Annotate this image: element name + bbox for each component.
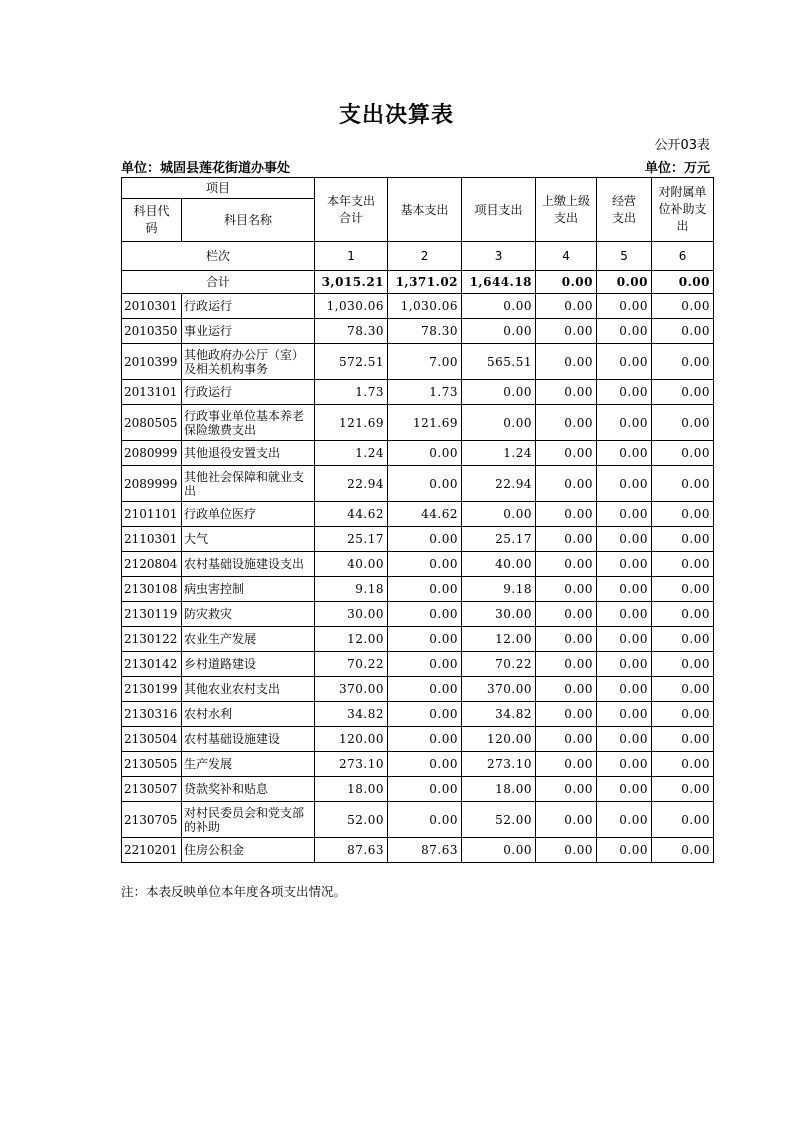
header-row-1 xyxy=(122,178,714,199)
header-index-row xyxy=(122,242,714,271)
header-name: 科目名称 xyxy=(182,199,315,242)
row-v6: 0.00 xyxy=(652,627,714,652)
row-v4: 0.00 xyxy=(536,441,597,466)
row-name: 其他退役安置支出 xyxy=(182,441,315,466)
row-v3: 12.00 xyxy=(462,627,536,652)
header-c6-text: 对附属单位补助支出 xyxy=(658,185,707,233)
row-v1: 40.00 xyxy=(315,552,388,577)
row-code: 2080999 xyxy=(122,441,182,466)
row-name: 农村水利 xyxy=(182,702,315,727)
row-v5: 0.00 xyxy=(597,802,652,838)
col-index-2: 2 xyxy=(388,242,462,271)
row-v1: 52.00 xyxy=(315,802,388,838)
row-v2: 0.00 xyxy=(388,466,462,502)
row-v4: 0.00 xyxy=(536,405,597,441)
expenditure-table xyxy=(121,177,714,863)
row-code: 2210201 xyxy=(122,838,182,863)
row-v5: 0.00 xyxy=(597,602,652,627)
row-v5: 0.00 xyxy=(597,627,652,652)
total-v2: 1,371.02 xyxy=(388,271,462,294)
row-v3: 34.82 xyxy=(462,702,536,727)
row-v5: 0.00 xyxy=(597,752,652,777)
row-v1: 1,030.06 xyxy=(315,294,388,319)
total-row xyxy=(122,271,714,294)
row-v4: 0.00 xyxy=(536,652,597,677)
table-row xyxy=(122,677,714,702)
row-v6: 0.00 xyxy=(652,344,714,380)
row-code: 2101101 xyxy=(122,502,182,527)
row-v4: 0.00 xyxy=(536,380,597,405)
row-v6: 0.00 xyxy=(652,294,714,319)
row-v3: 273.10 xyxy=(462,752,536,777)
row-v1: 1.73 xyxy=(315,380,388,405)
row-v6: 0.00 xyxy=(652,577,714,602)
row-v6: 0.00 xyxy=(652,777,714,802)
row-name: 行政单位医疗 xyxy=(182,502,315,527)
row-v5: 0.00 xyxy=(597,777,652,802)
row-v3: 0.00 xyxy=(462,502,536,527)
table-row xyxy=(122,294,714,319)
row-v5: 0.00 xyxy=(597,405,652,441)
row-v1: 572.51 xyxy=(315,344,388,380)
row-code: 2120804 xyxy=(122,552,182,577)
row-v5: 0.00 xyxy=(597,652,652,677)
row-v4: 0.00 xyxy=(536,577,597,602)
row-name: 行政事业单位基本养老保险缴费支出 xyxy=(182,405,315,441)
row-v3: 370.00 xyxy=(462,677,536,702)
row-v4: 0.00 xyxy=(536,344,597,380)
header-code-text: 科目代码 xyxy=(133,204,170,235)
row-name: 乡村道路建设 xyxy=(182,652,315,677)
row-v1: 78.30 xyxy=(315,319,388,344)
row-v4: 0.00 xyxy=(536,294,597,319)
row-name: 其他社会保障和就业支出 xyxy=(182,466,315,502)
row-v3: 1.24 xyxy=(462,441,536,466)
row-v2: 0.00 xyxy=(388,627,462,652)
header-c1 xyxy=(315,178,388,242)
row-code: 2013101 xyxy=(122,380,182,405)
table-row xyxy=(122,602,714,627)
row-v3: 22.94 xyxy=(462,466,536,502)
row-v3: 0.00 xyxy=(462,405,536,441)
row-name: 对村民委员会和党支部的补助 xyxy=(182,802,315,838)
row-v5: 0.00 xyxy=(597,466,652,502)
table-row xyxy=(122,727,714,752)
row-code: 2130199 xyxy=(122,677,182,702)
table-row xyxy=(122,502,714,527)
total-v3: 1,644.18 xyxy=(462,271,536,294)
row-v6: 0.00 xyxy=(652,466,714,502)
row-name: 住房公积金 xyxy=(182,838,315,863)
row-v2: 0.00 xyxy=(388,752,462,777)
row-name: 其他政府办公厅（室）及相关机构事务 xyxy=(182,344,315,380)
row-v1: 12.00 xyxy=(315,627,388,652)
row-v4: 0.00 xyxy=(536,777,597,802)
row-v1: 120.00 xyxy=(315,727,388,752)
col-index-4: 4 xyxy=(536,242,597,271)
row-v3: 52.00 xyxy=(462,802,536,838)
row-v3: 0.00 xyxy=(462,319,536,344)
header-c4 xyxy=(536,178,597,242)
header-code xyxy=(122,199,182,242)
header-c3: 项目支出 xyxy=(462,178,536,242)
row-v5: 0.00 xyxy=(597,344,652,380)
row-v3: 40.00 xyxy=(462,552,536,577)
row-v5: 0.00 xyxy=(597,838,652,863)
row-v2: 0.00 xyxy=(388,527,462,552)
table-row xyxy=(122,838,714,863)
row-v2: 1.73 xyxy=(388,380,462,405)
row-v4: 0.00 xyxy=(536,677,597,702)
row-v4: 0.00 xyxy=(536,552,597,577)
row-v6: 0.00 xyxy=(652,802,714,838)
row-v2: 0.00 xyxy=(388,727,462,752)
row-v4: 0.00 xyxy=(536,802,597,838)
row-v2: 0.00 xyxy=(388,802,462,838)
row-v6: 0.00 xyxy=(652,319,714,344)
row-v3: 18.00 xyxy=(462,777,536,802)
row-v1: 87.63 xyxy=(315,838,388,863)
row-v4: 0.00 xyxy=(536,602,597,627)
row-v2: 0.00 xyxy=(388,677,462,702)
row-v5: 0.00 xyxy=(597,380,652,405)
row-v2: 44.62 xyxy=(388,502,462,527)
row-v1: 273.10 xyxy=(315,752,388,777)
row-name: 病虫害控制 xyxy=(182,577,315,602)
row-code: 2130119 xyxy=(122,602,182,627)
row-name: 大气 xyxy=(182,527,315,552)
table-row xyxy=(122,702,714,727)
row-name: 农业生产发展 xyxy=(182,627,315,652)
col-index-6: 6 xyxy=(652,242,714,271)
row-code: 2010301 xyxy=(122,294,182,319)
row-name: 生产发展 xyxy=(182,752,315,777)
row-v2: 121.69 xyxy=(388,405,462,441)
unit-label: 单位：城固县莲花街道办事处 xyxy=(121,161,291,176)
row-v3: 70.22 xyxy=(462,652,536,677)
row-v4: 0.00 xyxy=(536,727,597,752)
row-v4: 0.00 xyxy=(536,502,597,527)
row-v3: 565.51 xyxy=(462,344,536,380)
row-name: 防灾救灾 xyxy=(182,602,315,627)
row-v1: 34.82 xyxy=(315,702,388,727)
row-v3: 0.00 xyxy=(462,294,536,319)
row-v4: 0.00 xyxy=(536,702,597,727)
row-v6: 0.00 xyxy=(652,727,714,752)
row-code: 2089999 xyxy=(122,466,182,502)
row-v6: 0.00 xyxy=(652,752,714,777)
row-name: 农村基础设施建设支出 xyxy=(182,552,315,577)
row-v1: 9.18 xyxy=(315,577,388,602)
col-index-label: 栏次 xyxy=(122,242,315,271)
row-v4: 0.00 xyxy=(536,527,597,552)
row-v1: 370.00 xyxy=(315,677,388,702)
row-code: 2010350 xyxy=(122,319,182,344)
row-v6: 0.00 xyxy=(652,380,714,405)
row-name: 行政运行 xyxy=(182,380,315,405)
col-index-1: 1 xyxy=(315,242,388,271)
footnote: 注：本表反映单位本年度各项支出情况。 xyxy=(121,884,347,899)
row-v3: 120.00 xyxy=(462,727,536,752)
row-code: 2130316 xyxy=(122,702,182,727)
row-v6: 0.00 xyxy=(652,405,714,441)
row-v1: 1.24 xyxy=(315,441,388,466)
row-v1: 121.69 xyxy=(315,405,388,441)
row-v5: 0.00 xyxy=(597,441,652,466)
header-item: 项目 xyxy=(122,178,315,199)
row-v2: 0.00 xyxy=(388,577,462,602)
total-label: 合计 xyxy=(122,271,315,294)
row-v4: 0.00 xyxy=(536,838,597,863)
row-code: 2130142 xyxy=(122,652,182,677)
row-v5: 0.00 xyxy=(597,577,652,602)
table-row xyxy=(122,319,714,344)
table-row xyxy=(122,552,714,577)
row-v6: 0.00 xyxy=(652,677,714,702)
row-code: 2130705 xyxy=(122,802,182,838)
row-v2: 0.00 xyxy=(388,441,462,466)
row-v4: 0.00 xyxy=(536,627,597,652)
row-v2: 0.00 xyxy=(388,777,462,802)
row-code: 2080505 xyxy=(122,405,182,441)
table-row xyxy=(122,380,714,405)
table-row xyxy=(122,652,714,677)
row-code: 2130504 xyxy=(122,727,182,752)
table-row xyxy=(122,627,714,652)
row-v4: 0.00 xyxy=(536,466,597,502)
row-code: 2010399 xyxy=(122,344,182,380)
header-c2: 基本支出 xyxy=(388,178,462,242)
table-row xyxy=(122,802,714,838)
row-v3: 9.18 xyxy=(462,577,536,602)
row-v5: 0.00 xyxy=(597,727,652,752)
total-v1: 3,015.21 xyxy=(315,271,388,294)
row-v1: 70.22 xyxy=(315,652,388,677)
table-row xyxy=(122,777,714,802)
row-v5: 0.00 xyxy=(597,552,652,577)
row-v5: 0.00 xyxy=(597,319,652,344)
table-row xyxy=(122,344,714,380)
table-row xyxy=(122,405,714,441)
row-v6: 0.00 xyxy=(652,652,714,677)
header-c5 xyxy=(597,178,652,242)
row-code: 2130108 xyxy=(122,577,182,602)
row-v1: 22.94 xyxy=(315,466,388,502)
row-v6: 0.00 xyxy=(652,602,714,627)
row-v2: 0.00 xyxy=(388,702,462,727)
row-v5: 0.00 xyxy=(597,527,652,552)
row-v3: 30.00 xyxy=(462,602,536,627)
row-v1: 18.00 xyxy=(315,777,388,802)
table-row xyxy=(122,441,714,466)
total-v4: 0.00 xyxy=(536,271,597,294)
row-v2: 1,030.06 xyxy=(388,294,462,319)
total-v5: 0.00 xyxy=(597,271,652,294)
header-c6 xyxy=(652,178,714,242)
row-v5: 0.00 xyxy=(597,677,652,702)
row-name: 农村基础设施建设 xyxy=(182,727,315,752)
row-v3: 0.00 xyxy=(462,380,536,405)
header-c5-text: 经营支出 xyxy=(612,193,637,225)
row-v3: 0.00 xyxy=(462,838,536,863)
currency-label: 单位：万元 xyxy=(644,161,710,176)
row-name: 贷款奖补和贴息 xyxy=(182,777,315,802)
row-v6: 0.00 xyxy=(652,552,714,577)
row-v6: 0.00 xyxy=(652,702,714,727)
row-v2: 0.00 xyxy=(388,552,462,577)
table-row xyxy=(122,466,714,502)
row-v6: 0.00 xyxy=(652,838,714,863)
row-v2: 87.63 xyxy=(388,838,462,863)
row-code: 2130122 xyxy=(122,627,182,652)
row-v4: 0.00 xyxy=(536,752,597,777)
row-v5: 0.00 xyxy=(597,502,652,527)
table-row xyxy=(122,752,714,777)
row-v2: 78.30 xyxy=(388,319,462,344)
row-v6: 0.00 xyxy=(652,441,714,466)
row-name: 事业运行 xyxy=(182,319,315,344)
col-index-3: 3 xyxy=(462,242,536,271)
table-row xyxy=(122,527,714,552)
row-name: 其他农业农村支出 xyxy=(182,677,315,702)
row-v1: 25.17 xyxy=(315,527,388,552)
row-v3: 25.17 xyxy=(462,527,536,552)
row-v5: 0.00 xyxy=(597,702,652,727)
row-v2: 0.00 xyxy=(388,652,462,677)
form-number: 公开03表 xyxy=(654,138,710,153)
row-v1: 30.00 xyxy=(315,602,388,627)
row-name: 行政运行 xyxy=(182,294,315,319)
page-title: 支出决算表 xyxy=(338,103,454,128)
row-v2: 7.00 xyxy=(388,344,462,380)
row-v1: 44.62 xyxy=(315,502,388,527)
total-v6: 0.00 xyxy=(652,271,714,294)
table-row xyxy=(122,577,714,602)
row-v2: 0.00 xyxy=(388,602,462,627)
row-v6: 0.00 xyxy=(652,527,714,552)
row-code: 2110301 xyxy=(122,527,182,552)
row-code: 2130505 xyxy=(122,752,182,777)
header-c1-text: 本年支出合计 xyxy=(327,193,376,225)
row-v4: 0.00 xyxy=(536,319,597,344)
row-v6: 0.00 xyxy=(652,502,714,527)
col-index-5: 5 xyxy=(597,242,652,271)
header-c4-text: 上缴上级支出 xyxy=(542,193,591,225)
row-v5: 0.00 xyxy=(597,294,652,319)
row-code: 2130507 xyxy=(122,777,182,802)
